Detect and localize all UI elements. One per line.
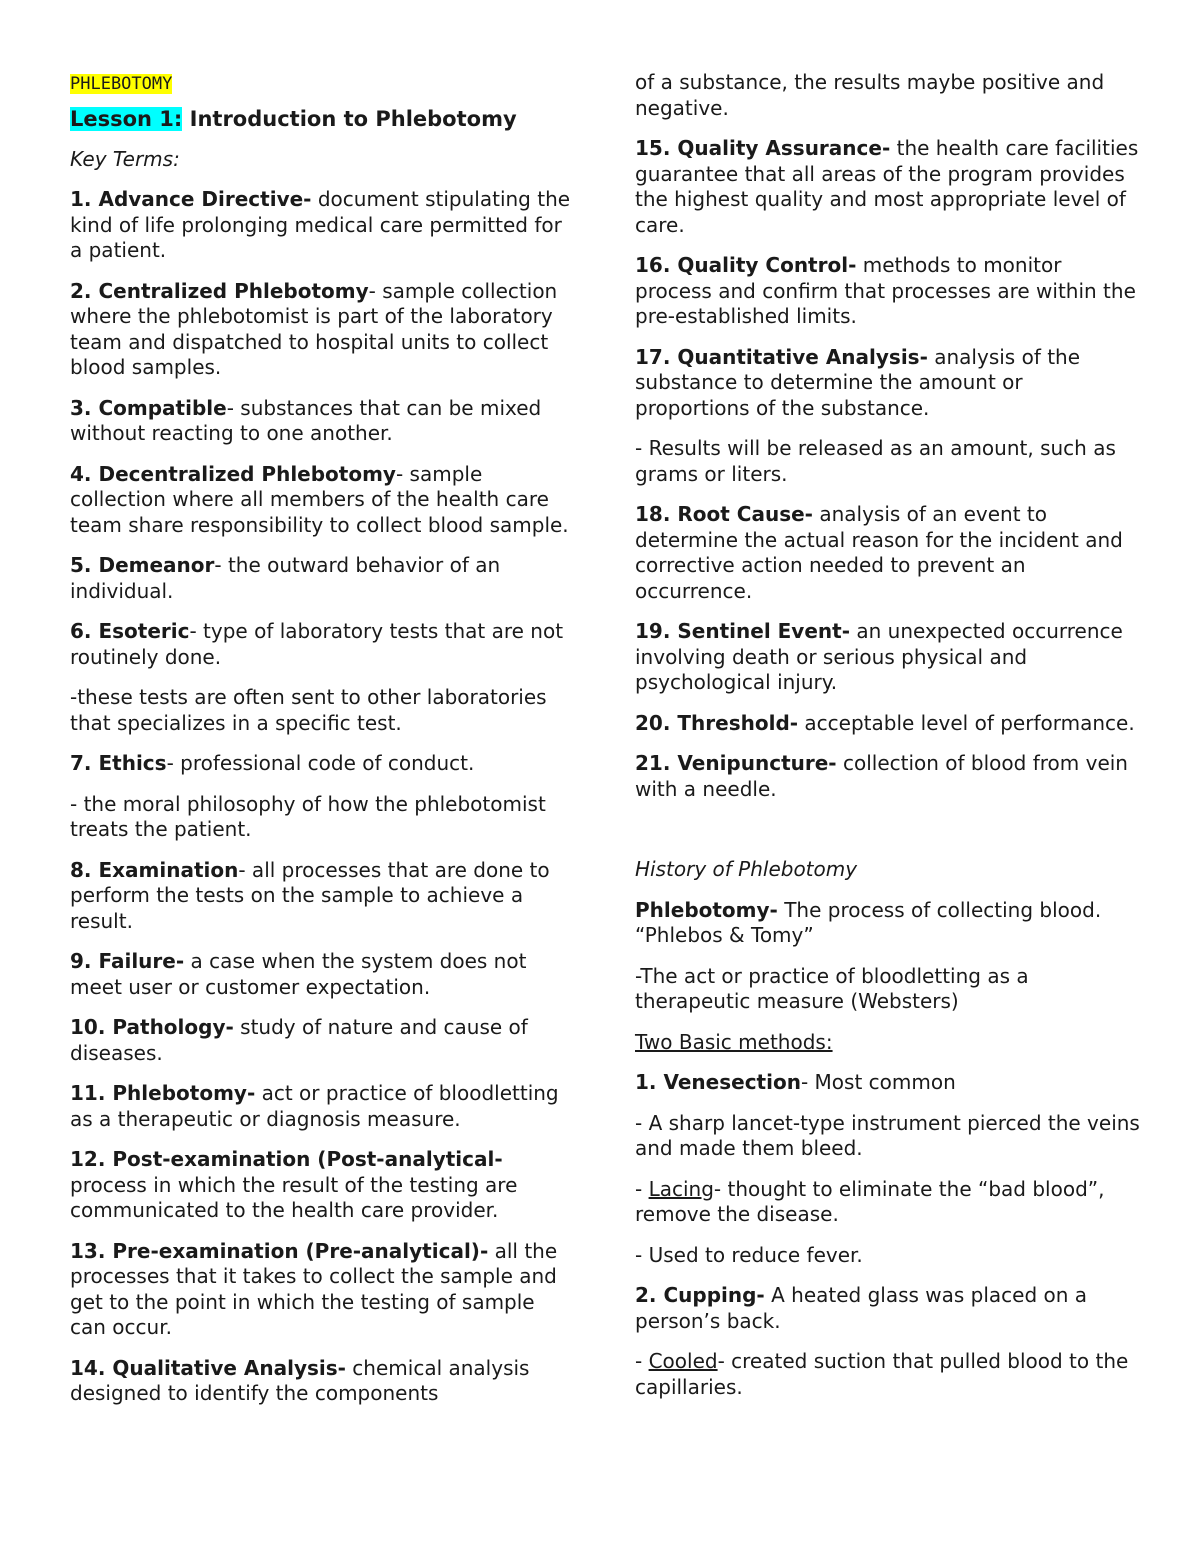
section-spacer [635,817,1140,857]
cooled-line: - Cooled- created suction that pulled blood to the capillaries. [635,1349,1129,1399]
term-item: 18. Root Cause- analysis of an event to determine the actual reason for the incident and corrective action needed to prevent an occurrence. [635,502,1123,603]
term-item: 15. Quality Assurance- the health care facilities guarantee that all areas of the program provides the highest quality and most appropriate level of care. [635,136,1139,237]
history-act-line: -The act or practice of bloodletting as a therapeutic measure (Websters) [635,963,1029,1013]
term-note: - the moral philosophy of how the phlebotomist treats the patient. [70,791,546,841]
term-item: 19. Sentinel Event- an unexpected occurrence involving death or serious physical and psychological injury. [635,619,1123,694]
term-item: 11. Phlebotomy- act or practice of bloodletting as a therapeutic or diagnosis measure. [70,1081,559,1131]
method-cupping: 2. Cupping- A heated glass was placed on a person’s back. [635,1283,1088,1333]
term-item: 7. Ethics- professional code of conduct. [70,751,475,775]
term-item: 3. Compatible- substances that can be mixed without reacting to one another. [70,395,542,445]
key-terms-heading: Key Terms: [70,146,180,171]
lesson-title [70,107,575,133]
fever-line: - Used to reduce fever. [635,1242,863,1267]
term-item: 10. Pathology- study of nature and cause of diseases. [70,1015,528,1065]
term-note: -these tests are often sent to other laboratories that specializes in a specific test. [70,685,547,735]
right-column [635,70,1140,1415]
term-item: 1. Advance Directive- document stipulating the kind of life prolonging medical care permitted for a patient. [70,187,571,262]
lesson-label: Lesson 1: [70,107,183,131]
term-item: 12. Post-examination (Post-analytical- process in which the result of the testing are communicated to the health care provider. [70,1147,518,1222]
left-column [70,71,575,1422]
term-continuation: of a substance, the results maybe positive and negative. [635,70,1105,120]
term-item: 8. Examination- all processes that are done to perform the tests on the sample to achieve a result. [70,857,550,933]
term-item: 13. Pre-examination (Pre-analytical)- all the processes that it takes to collect the sample and get to the point in which the testing of sample can occur. [70,1238,558,1339]
term-item: 14. Qualitative Analysis- chemical analysis designed to identify the components [70,1355,530,1405]
header-tag: PHLEBOTOMY [70,74,173,94]
header-tag-line [70,71,575,95]
methods-heading: Two Basic methods: [635,1029,833,1054]
term-item: 17. Quantitative Analysis- analysis of the substance to determine the amount or proportions of the substance. [635,344,1081,420]
term-item: 21. Venipuncture- collection of blood from vein with a needle. [635,751,1128,801]
history-phlebotomy: Phlebotomy- The process of collecting blood. “Phlebos & Tomy” [635,897,1102,947]
term-item: 4. Decentralized Phlebotomy- sample collection where all members of the health care team share responsibility to collect blood sample. [70,461,569,537]
lesson-name: Introduction to Phlebotomy [182,107,517,131]
lacing-line: - Lacing- thought to eliminate the “bad blood”, remove the disease. [635,1176,1105,1226]
term-item: 20. Threshold- acceptable level of performance. [635,710,1135,735]
term-item: 5. Demeanor- the outward behavior of an individual. [70,553,501,603]
method-venesection: 1. Venesection- Most common [635,1070,956,1094]
term-item: 2. Centralized Phlebotomy- sample collection where the phlebotomist is part of the laboratory team and dispatched to hospital units to collect blood samples. [70,278,558,379]
term-item: 16. Quality Control- methods to monitor process and confirm that processes are within the pre-established limits. [635,253,1136,328]
term-note: - Results will be released as an amount, such as grams or liters. [635,436,1116,486]
lancet-line: - A sharp lancet-type instrument pierced the veins and made them bleed. [635,1110,1140,1160]
term-item: 9. Failure- a case when the system does not meet user or customer expectation. [70,949,527,999]
history-heading: History of Phlebotomy [635,857,858,881]
term-item: 6. Esoteric- type of laboratory tests that are not routinely done. [70,619,564,669]
